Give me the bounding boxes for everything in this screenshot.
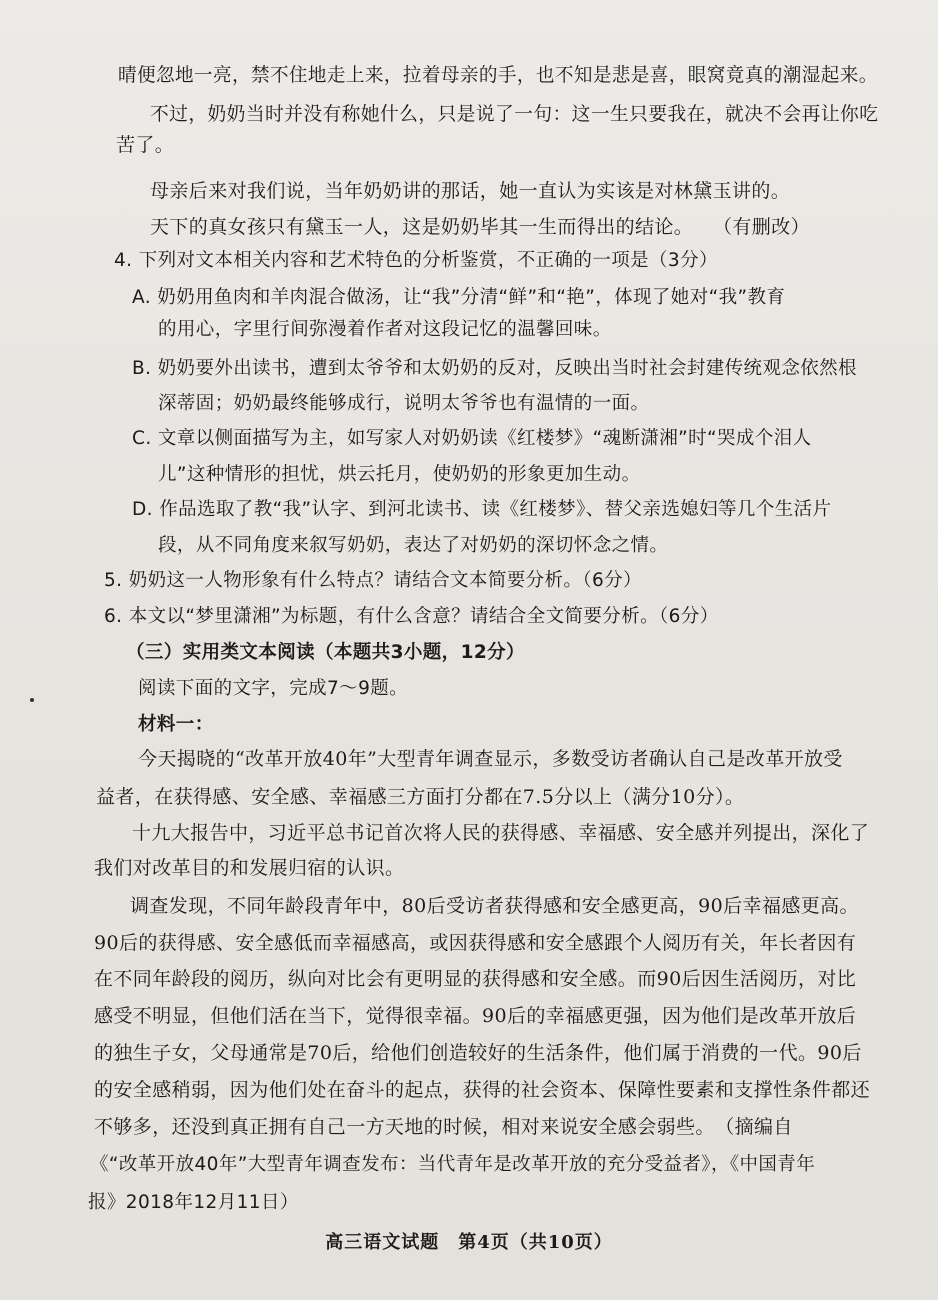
text-line: 的独生子女，父母通常是70后，给他们创造较好的生活条件，他们属于消费的一代。90后 <box>94 1042 862 1064</box>
text-line: 苦了。 <box>116 134 175 156</box>
source-citation-cont: 报》2018年12月11日） <box>88 1192 299 1213</box>
option-c-cont: 儿”这种情形的担忧，烘云托月，使奶奶的形象更加生动。 <box>158 464 641 485</box>
instruction: 阅读下面的文字，完成7～9题。 <box>138 678 409 699</box>
option-c: C. 文章以侧面描写为主，如写家人对奶奶读《红楼梦》“魂断潇湘”时“哭成个泪人 <box>132 428 812 449</box>
text-line: 在不同年龄段的阅历，纵向对比会有更明显的获得感和安全感。而90后因生活阅历，对比 <box>94 968 857 990</box>
text-line: 晴便忽地一亮，禁不住地走上来，拉着母亲的手，也不知是悲是喜，眼窝竟真的潮湿起来。 <box>118 64 878 86</box>
question-5: 5. 奶奶这一人物形象有什么特点？请结合文本简要分析。（6分） <box>104 570 642 591</box>
section-heading: （三）实用类文本阅读（本题共3小题，12分） <box>126 642 525 663</box>
text-line: 感受不明显，但他们活在当下，觉得很幸福。90后的幸福感更强，因为他们是改革开放后 <box>94 1005 857 1027</box>
text-line: 十九大报告中，习近平总书记首次将人民的获得感、幸福感、安全感并列提出，深化了 <box>132 822 870 844</box>
text-line: 益者，在获得感、安全感、幸福感三方面打分都在7.5分以上（满分10分）。 <box>96 786 745 808</box>
text-line: 我们对改革目的和发展归宿的认识。 <box>94 857 405 879</box>
text-line: 调查发现，不同年龄段青年中，80后受访者获得感和安全感更高，90后幸福感更高。 <box>130 895 859 917</box>
option-a: A. 奶奶用鱼肉和羊肉混合做汤，让“我”分清“鲜”和“艳”，体现了她对“我”教育 <box>132 287 786 308</box>
text-line: 的安全感稍弱，因为他们处在奋斗的起点，获得的社会资本、保障性要素和支撑性条件都还 <box>94 1079 871 1101</box>
option-b: B. 奶奶要外出读书，遭到太爷爷和太奶奶的反对，反映出当时社会封建传统观念依然根 <box>132 358 857 379</box>
material-label: 材料一： <box>138 714 214 735</box>
text-line: 90后的获得感、安全感低而幸福感高，或因获得感和安全感跟个人阅历有关，年长者因有 <box>94 932 857 954</box>
text-line: 不过，奶奶当时并没有称她什么，只是说了一句：这一生只要我在，就决不会再让你吃 <box>150 103 879 125</box>
option-d: D. 作品选取了教“我”认字、到河北读书、读《红楼梦》、替父亲选媳妇等几个生活片 <box>132 499 832 520</box>
question-6: 6. 本文以“梦里潇湘”为标题，有什么含意？请结合全文简要分析。（6分） <box>104 606 719 627</box>
option-d-cont: 段，从不同角度来叙写奶奶，表达了对奶奶的深切怀念之情。 <box>158 535 669 556</box>
source-citation: 《“改革开放40年”大型青年调查发布：当代青年是改革开放的充分受益者》，《中国青年 <box>90 1154 816 1175</box>
question-4: 4. 下列对文本相关内容和艺术特色的分析鉴赏，不正确的一项是（3分） <box>114 250 718 271</box>
page-footer: 高三语文试题 第4页（共10页） <box>325 1232 613 1253</box>
option-b-cont: 深蒂固；奶奶最终能够成行，说明太爷爷也有温情的一面。 <box>158 393 650 414</box>
text-line: 不够多，还没到真正拥有自己一方天地的时候，相对来说安全感会弱些。 （摘编自 <box>94 1116 793 1138</box>
text-line: 今天揭晓的“改革开放40年”大型青年调查显示，多数受访者确认自己是改革开放受 <box>138 748 843 770</box>
option-a-cont: 的用心，字里行间弥漫着作者对这段记忆的温馨回味。 <box>158 319 612 340</box>
text-line: 天下的真女孩只有黛玉一人，这是奶奶毕其一生而得出的结论。 （有删改） <box>150 216 811 238</box>
speck <box>30 698 34 702</box>
text-line: 母亲后来对我们说，当年奶奶讲的那话，她一直认为实该是对林黛玉讲的。 <box>150 180 791 202</box>
